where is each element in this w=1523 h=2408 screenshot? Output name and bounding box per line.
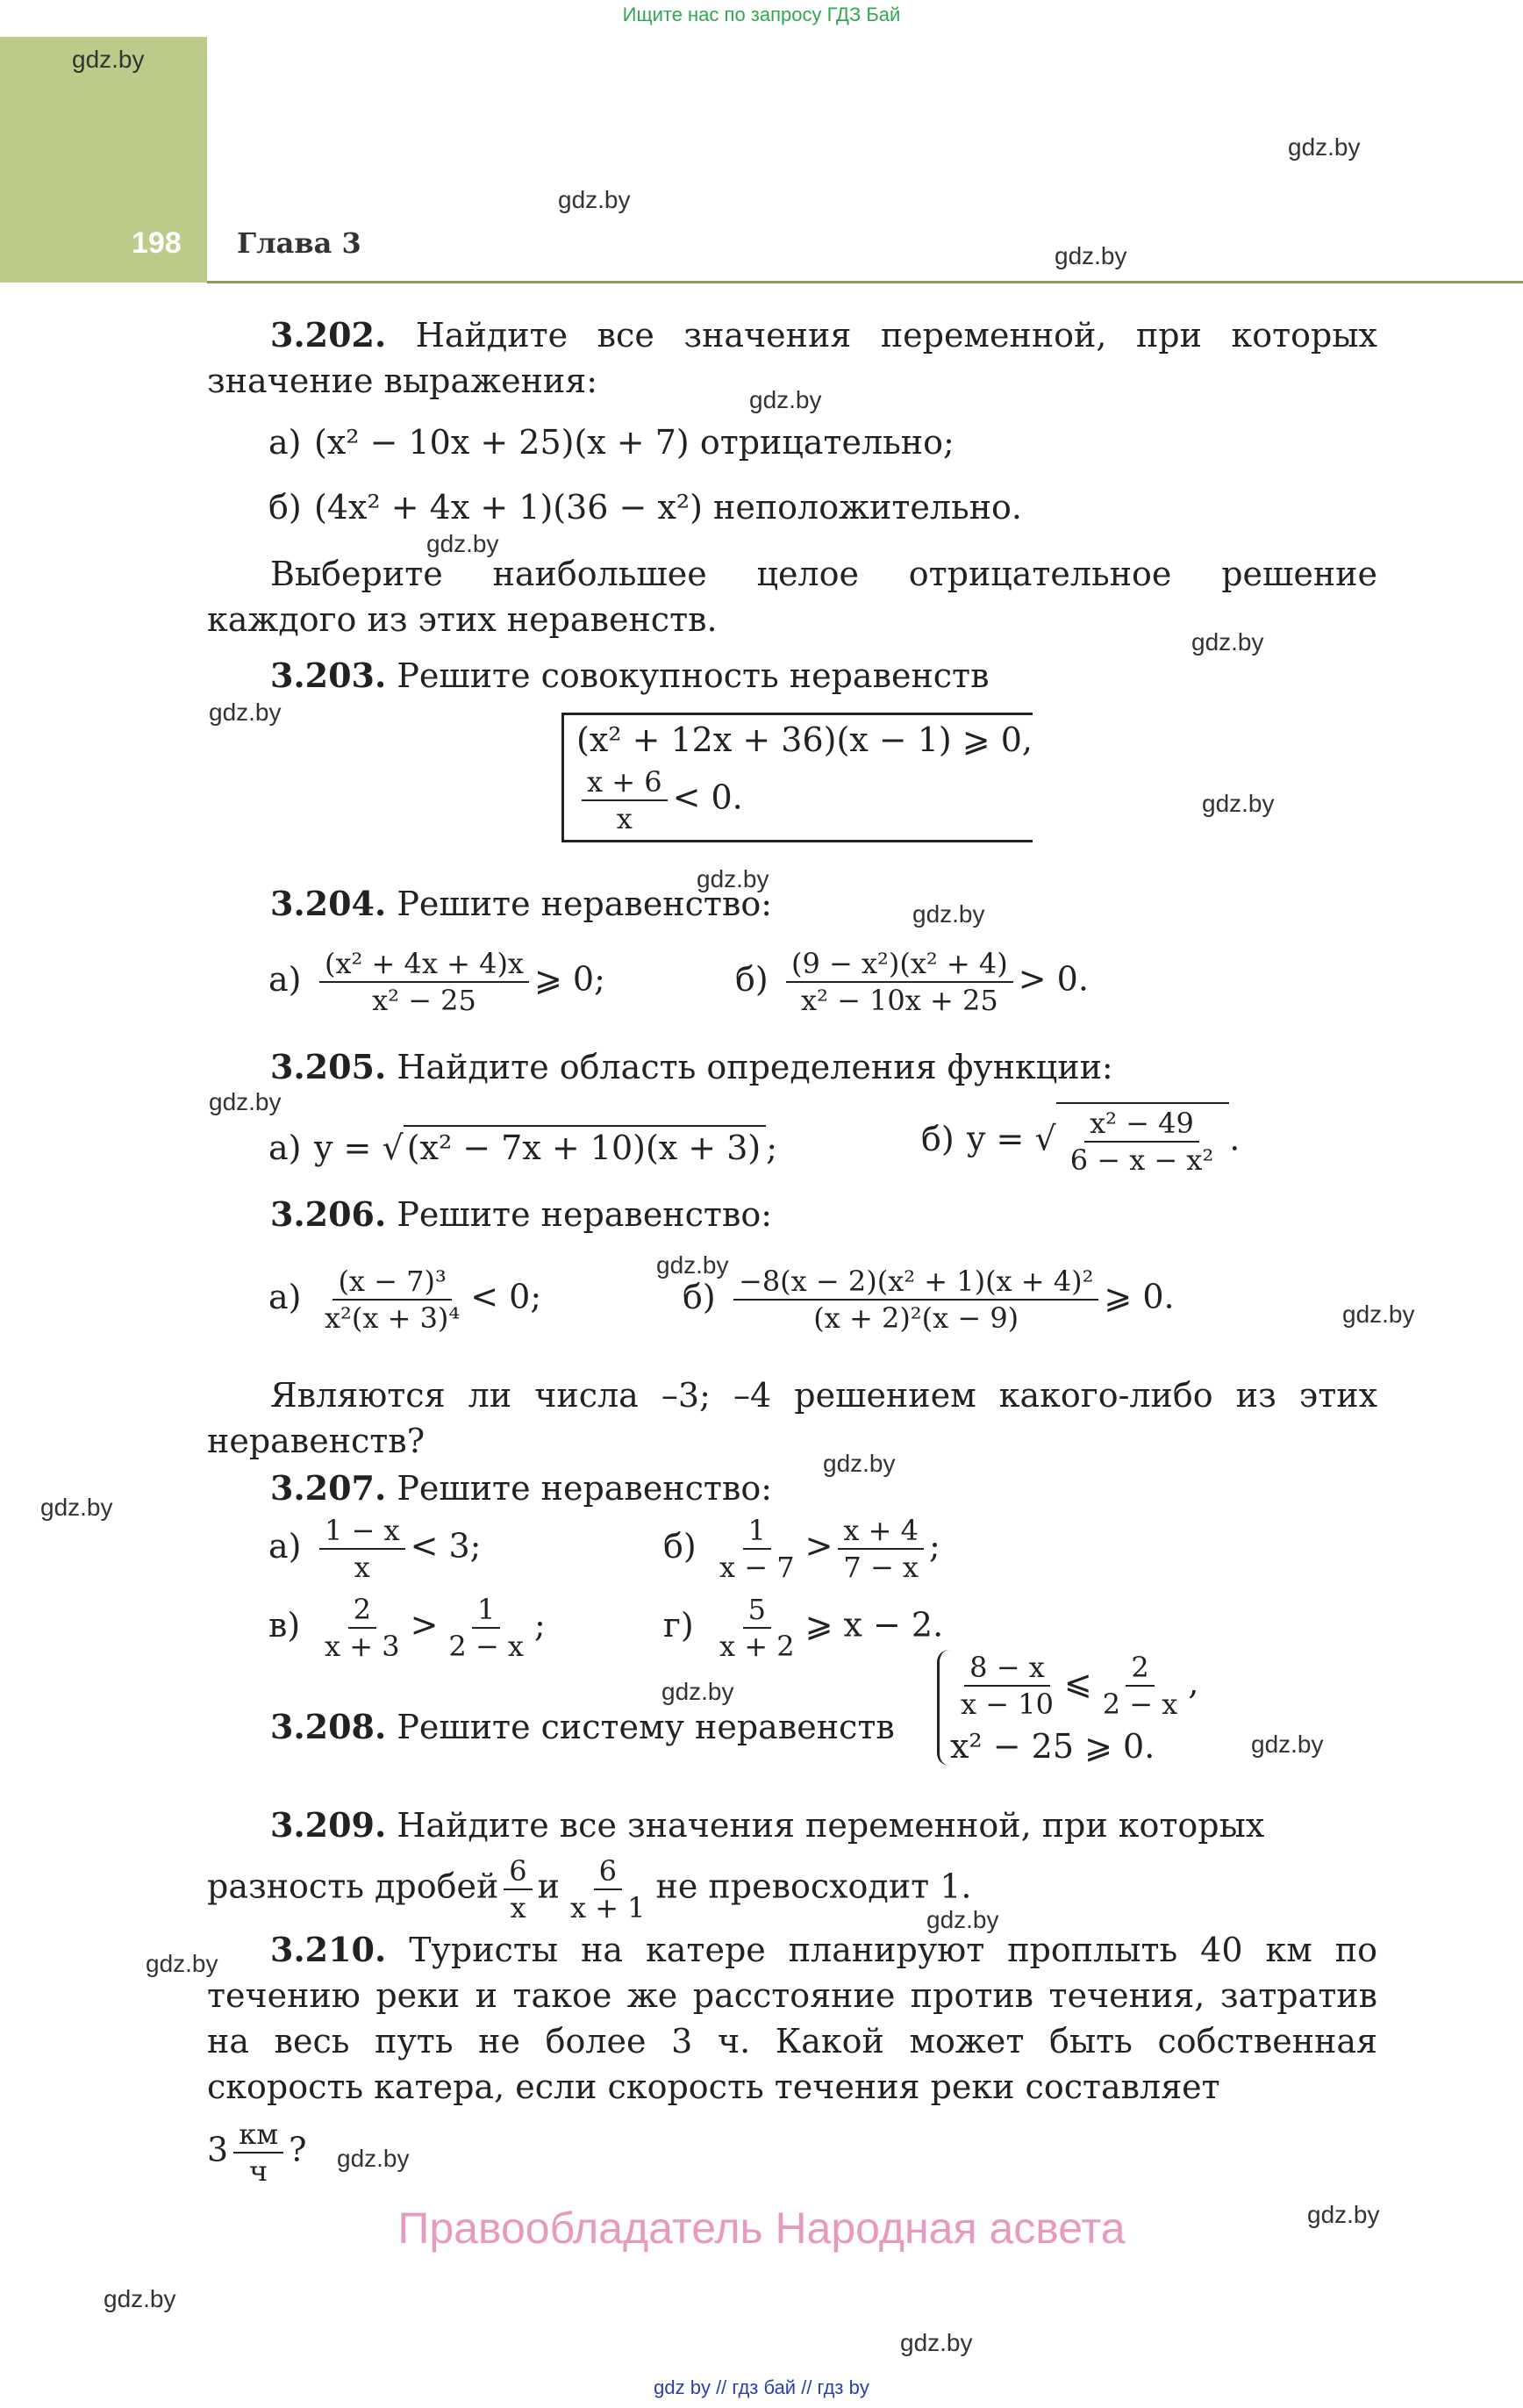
problem-3-204-a [268,946,605,1018]
watermark: gdz.by [104,2285,176,2312]
expression-tail: > 0. [1018,959,1089,999]
item-label: а) [268,423,302,462]
problem-3-202 [207,312,1377,404]
page-number: 198 [132,226,182,260]
numerator: 6 [594,1853,622,1890]
numerator: x² − 49 [1084,1106,1199,1143]
problem-3-207-a [268,1513,481,1585]
radicand [1056,1102,1230,1178]
denominator: 6 − x − x² [1069,1143,1214,1177]
item-label: б) [663,1526,697,1566]
item-label: г) [663,1605,694,1645]
item-label: а) [268,1277,302,1316]
problem-3-209 [207,1802,1377,1848]
problem-text: Решите неравенство: [397,1195,773,1234]
expression-tail: отрицательно; [699,423,955,462]
operator: ⩽ [1063,1663,1092,1702]
fraction [319,1592,405,1664]
problem-3-208 [270,1704,895,1750]
item-label: б) [268,488,302,527]
set-line-2 [576,764,1033,836]
problem-number: 3.202. [270,315,387,355]
watermark: gdz.by [337,2145,410,2172]
fraction [443,1592,529,1664]
denominator: x [354,1551,370,1584]
watermark: gdz.by [146,1950,218,1977]
operator: > [410,1605,439,1645]
numerator: −8(x − 2)(x² + 1)(x + 4)² [733,1264,1098,1301]
numerator: 2 [1126,1650,1154,1687]
denominator: 2 − x [1102,1688,1178,1721]
expression-tail: < 0; [470,1277,542,1316]
item-label: а) [268,1526,302,1566]
problem-number: 3.205. [270,1047,387,1086]
denominator: 7 − x [843,1551,919,1584]
watermark: gdz.by [912,900,985,928]
system-line-1 [950,1650,1198,1722]
expression-tail: ; [766,1129,778,1167]
expression-tail: неположительно. [713,488,1022,527]
problem-number: 3.210. [270,1930,387,1969]
fraction [714,1513,800,1585]
fraction [319,1513,405,1585]
problem-text: Найдите все значения переменной, при которых [397,1806,1265,1845]
problem-text-tail: не превосходит 1. [655,1867,972,1906]
fraction [233,2117,283,2189]
problem-3-210-speed [207,2117,306,2189]
problem-number: 3.204. [270,884,387,923]
problem-text: Найдите все значения переменной, при которых значение выражения: [207,316,1377,400]
watermark: gdz.by [426,530,499,557]
problem-3-209-line2 [207,1853,972,1925]
fraction [733,1264,1098,1336]
numerator: (9 − x²)(x² + 4) [786,946,1013,983]
fraction [786,946,1013,1018]
footer-links[interactable]: gdz by // гдз бай // гдз by [654,2376,869,2398]
watermark: gdz.by [661,1678,734,1705]
problem-3-204 [270,881,772,927]
problem-3-202-b [268,488,1022,527]
problem-3-204-b [735,946,1089,1018]
problem-text: Найдите область определения функции: [397,1048,1113,1086]
problem-3-202-after: Выберите наибольшее целое отрицательное решение каждого из этих неравенств. [207,555,1377,639]
watermark: gdz.by [656,1251,729,1279]
problem-text: Туристы на катере планируют проплыть 40 км по течению реки и такое же расстояние против течения, затратив на весь путь не более 3 ч. Какой может быть собственная скорость катера, если скорость течения реки составляет [207,1931,1377,2106]
fraction [714,1592,800,1664]
fraction [504,1853,532,1925]
item-label: а) [268,1129,302,1167]
problem-3-207-b [663,1513,940,1585]
problem-3-205-b: б) y = √ $\frac{\text{x² − 49}}{\text{6 − x − x²}}$ . [921,1102,1240,1178]
problem-3-205 [270,1044,1113,1090]
denominator: x² − 25 [372,984,476,1017]
problem-number: 3.208. [270,1707,387,1746]
set-line-1: (x² + 12x + 36)(x − 1) ⩾ 0, [576,720,1033,759]
fraction [1098,1650,1183,1722]
problem-3-210 [207,1927,1377,2110]
system-line-1-tail: , [1188,1663,1199,1702]
problem-3-207-d [663,1592,943,1664]
problem-3-206-a [268,1264,541,1336]
numerator: 8 − x [964,1650,1050,1687]
denominator: ч [249,2154,268,2188]
expression-tail: < 3; [410,1526,482,1566]
top-banner[interactable]: Ищите нас по запросу ГДЗ Бай [622,4,901,25]
inequality-set [561,713,1033,842]
problem-text: Решите неравенство: [397,1469,773,1508]
expression-tail: ⩾ 0. [1104,1277,1175,1316]
fraction [565,1853,651,1925]
watermark: gdz.by [1342,1301,1415,1328]
watermark: gdz.by [209,699,282,726]
watermark: gdz.by [1288,133,1361,161]
numerator: 5 [743,1592,771,1629]
denominator: x + 3 [325,1630,400,1663]
denominator: x² − 10x + 25 [801,984,998,1017]
watermark: gdz.by [558,186,631,213]
watermark: gdz.by [40,1494,113,1521]
fraction [319,1264,465,1336]
problem-number: 3.209. [270,1805,387,1845]
problem-text: Решите систему неравенств [397,1708,895,1746]
numerator: 1 [743,1513,771,1550]
denominator: (x + 2)²(x − 9) [813,1301,1019,1335]
problem-3-205-a: а) y = √ (x² − 7x + 10)(x + 3) ; [268,1125,777,1167]
set-line-2-tail: < 0. [672,778,743,817]
fraction [582,764,668,836]
numerator: (x² + 4x + 4)x [319,946,529,983]
watermark: gdz.by [1191,628,1264,656]
expression: (4x² + 4x + 1)(36 − x²) [314,488,703,527]
item-label: б) [683,1277,716,1316]
problem-3-206-b [683,1264,1175,1336]
problem-3-206 [270,1192,772,1237]
numerator: км [233,2117,283,2154]
problem-number: 3.203. [270,656,387,695]
numerator: 1 − x [319,1513,405,1550]
denominator: x − 7 [719,1551,795,1584]
expression-tail: . [1229,1119,1241,1158]
copyright-owner: Правообладатель Народная асвета [397,2204,1126,2253]
expression: (x² − 10x + 25)(x + 7) [314,423,690,462]
denominator: 2 − x [448,1630,524,1663]
problem-3-207 [270,1466,772,1511]
problem-3-203 [270,653,989,699]
fraction [1065,1106,1219,1178]
fraction [319,946,529,1018]
watermark: gdz.by [209,1088,282,1115]
question-mark: ? [289,2130,307,2169]
system-line-2: x² − 25 ⩾ 0. [950,1727,1155,1766]
item-label: б) [921,1119,955,1158]
watermark: gdz.by [72,46,145,73]
numerator: (x − 7)³ [332,1264,451,1301]
header-rule [207,281,1523,283]
problem-3-207-c [268,1592,546,1664]
inequality-system [937,1650,1198,1766]
function-lhs: y = [314,1129,372,1167]
problem-3-202-a [268,423,955,462]
chapter-title: Глава 3 [237,226,361,260]
denominator: x + 1 [569,1891,646,1924]
numerator: x + 4 [838,1513,924,1550]
watermark: gdz.by [926,1906,999,1933]
numerator: 6 [504,1853,532,1890]
numerator: 2 [348,1592,376,1629]
denominator: x [510,1891,526,1924]
expression-tail: ; [533,1605,546,1645]
watermark: gdz.by [1307,2201,1380,2228]
problem-text: Решите совокупность неравенств [397,656,990,695]
watermark: gdz.by [1251,1731,1324,1758]
denominator: x + 2 [719,1630,795,1663]
problem-number: 3.206. [270,1194,387,1234]
item-label: б) [735,959,769,999]
operator: > [804,1526,833,1566]
expression-tail: ; [928,1526,940,1566]
item-label: а) [268,959,302,999]
watermark: gdz.by [1202,790,1275,817]
problem-number: 3.207. [270,1468,387,1508]
problem-text: Решите неравенство: [397,885,773,923]
denominator: x − 10 [961,1688,1054,1721]
fraction [838,1513,924,1585]
speed-value: 3 [207,2130,229,2169]
watermark: gdz.by [823,1450,896,1477]
problem-3-206-after: Являются ли числа –3; –4 решением какого-либо из этих неравенств? [207,1376,1377,1460]
denominator: x [616,802,633,835]
numerator: x + 6 [582,764,668,801]
watermark: gdz.by [1055,242,1127,269]
radicand: (x² − 7x + 10)(x + 3) [404,1125,767,1167]
denominator: x²(x + 3)⁴ [325,1301,461,1335]
watermark: gdz.by [900,2329,973,2356]
watermark: gdz.by [749,386,822,413]
function-lhs: y = [967,1119,1025,1158]
watermark: gdz.by [697,865,769,892]
numerator: 1 [472,1592,500,1629]
conjunction: и [537,1867,560,1906]
expression-tail: ⩾ 0; [533,959,605,999]
problem-text: разность дробей [207,1867,499,1906]
item-label: в) [268,1605,301,1645]
fraction [955,1650,1059,1722]
expression-tail: ⩾ x − 2. [804,1605,944,1645]
